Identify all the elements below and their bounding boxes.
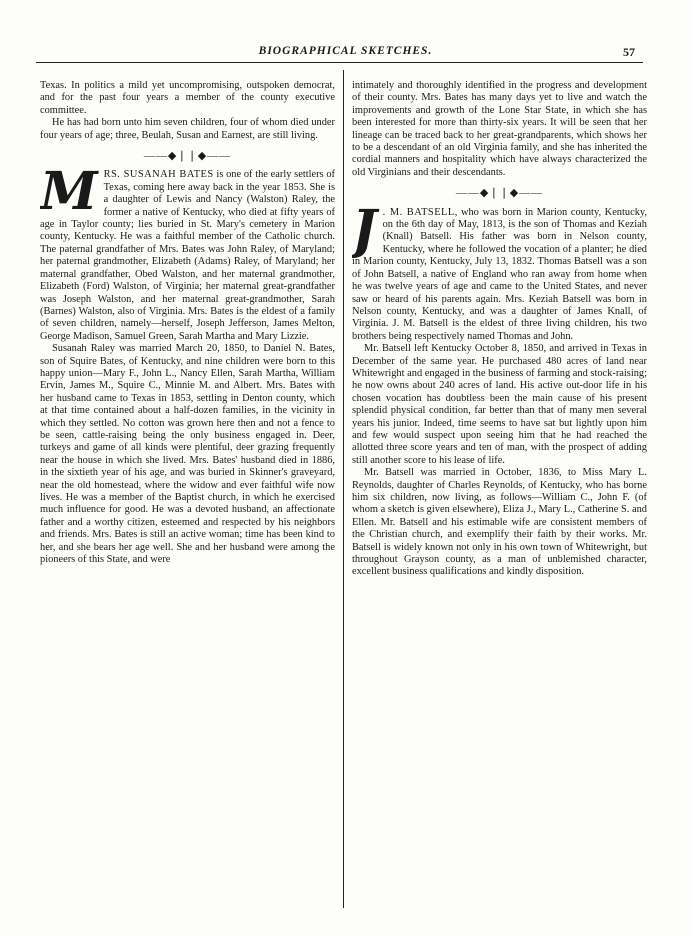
- right-column: [352, 80, 647, 916]
- header-rule: [36, 62, 643, 63]
- batsell-texas-paragraph: Mr. Batsell left Kentucky October 8, 1850, and arrived in Texas in December of the same year. He purchased 480 acres of land near Whitewright and engaged in the business of farming and stock-raising; he now owns about 240 acres of land. His active out-door life in his chosen vocation has doubtless been the main cause of his present splendid physical condition, far better than that of many men several years his junior. Indeed, time seems to have sat but lightly upon him and few would suspect upon seeing him that he had reached the allotted three score years and ten of man, with the prospect of adding still another score to his lease of life.: [352, 343, 647, 466]
- section-ornament: ——◆❘❘◆——: [455, 187, 544, 200]
- page-header: [0, 0, 691, 64]
- bates-marriage-paragraph: Susanah Raley was married March 20, 1850, to Daniel N. Bates, son of Squire Bates, of Kentucky, and nine children were born to this happy union—Mary F., John L., Nancy Ellen, Sarah Martha, William Ervin, James M., Squire C., Minnie M. and Albert. Mrs. Bates with her husband came to Texas in 1853, settling in Denton county, which at that time contained about a half-dozen families, in the vicinity in which they settled. No cotton was grown here then and not a fence to be seen, cattle-raising being the only business engaged in. Deer, turkeys and game of all kinds were plentiful, deer grazing frequently near the house in which she lived. Mrs. Bates' husband died in 1886, in the sixtieth year of his age, and was buried in Skinner's graveyard, near the old homestead, where the widow and ever faithful wife now lives. He was a member of the Baptist church, in which he exercised much influence for good. He was a devoted husband, an affectionate father and a worthy citizen, esteemed and respected by his neighbors and friends. Mrs. Bates is still an active woman; time has been kind to her, and she bears her age well. She and her husband were among the pioneers of this State, and were: [40, 343, 335, 566]
- bates-sketch-intro: [40, 161, 335, 343]
- paragraph-continuation: Texas. In politics a mild yet uncompromising, outspoken democrat, and for the past four years a member of the county executive committee.: [40, 80, 335, 116]
- bates-name-lead: RS. SUSANAH BATES: [103, 169, 214, 181]
- batsell-marriage-paragraph: Mr. Batsell was married in October, 1836, to Miss Mary L. Reynolds, daughter of Charles Reynolds, of Kentucky, who has borne him six children, now living, as follows—William C., John F. (of whom a sketch is given elsewhere), Eliza J., Mary L., Catherine S. and Ellen. Mr. Batsell and his estimable wife are consistent members of the Christian church, and exemplify their faith by their works. Mr. Batsell is widely known not only in his own town of Whitewright, but throughout Grayson county, as a man of unblemished character, excellent business qualifications and kindly disposition.: [352, 467, 647, 578]
- paragraph-children: He has had born unto him seven children, four of whom died under four years of age; three, Beulah, Susan and Earnest, are still living.: [40, 117, 335, 141]
- running-head: BIOGRAPHICAL SKETCHES.: [258, 45, 433, 57]
- dropcap-letter: M: [40, 161, 98, 223]
- dropcap-letter: J: [352, 198, 377, 260]
- left-column: [40, 80, 335, 916]
- page-number: 57: [623, 45, 635, 59]
- batsell-sketch-intro: [352, 198, 647, 343]
- section-ornament: ——◆❘❘◆——: [143, 150, 232, 163]
- column-divider: [343, 70, 344, 908]
- batsell-name-lead: . M. BATSELL: [382, 206, 455, 218]
- bates-intro-text: is one of the early settlers of Texas, coming here away back in the year 1853. She is a daughter of Lewis and Nancy (Walston) Raley, the former a native of Kentucky, who died at fifty years of age in Taylor county; lies buried in St. Mary's cemetery in Marion county, Kentucky. He was a faithful member of the Catholic church. The paternal grandfather of Mrs. Bates was John Raley, of Maryland; her paternal grandmother, Elizabeth (Adams) Raley, of Maryland; her maternal grandfather, Obed Walston, and her maternal grandmother, Elizabeth (Ford) Walston, of Virginia; her maternal great-grandfather was Joseph Walston, and her maternal great-grandmother, Sarah (Barnes) Walston, also of Virginia. Mrs. Bates is the eldest of a family of seven children, namely—herself, Joseph Jefferson, James Melton, George Madison, Samuel Green, Sarah Martha and Mary Lizzie.: [40, 169, 335, 342]
- batsell-intro-text: , who was born in Marion county, Kentucky, on the 6th day of May, 1813, is the son of Thomas and Keziah (Knall) Batsell. His father was born in Nelson county, Kentucky, where he followed the vocation of a planter; he died in Marion county, Kentucky, July 13, 1832. Thomas Batsell was a son of John Batsell, a native of England who ran away from home when he was twelve years of age and came to the United States, and never saw or heard of his parents again. Mrs. Keziah Batsell was born in Nelson county, Kentucky, and was a daughter of James Knall, of Virginia. J. M. Batsell is the eldest of three living children, his two brothers being respectively named Thomas and John.: [352, 206, 647, 342]
- bates-continuation: intimately and thoroughly identified in the progress and development of their county. Mrs. Bates has many days yet to live and watch the improvements and growth of the Lone Star State, in which she has been interested for more than thirty-six years. It will be seen that her lineage can be traced back to her great-grandparents, which shows her to be a descendant of an old Virginia family, and she has inherited the cordial manners and hospitality which have always characterized the old Virginians and their descendants.: [352, 80, 647, 178]
